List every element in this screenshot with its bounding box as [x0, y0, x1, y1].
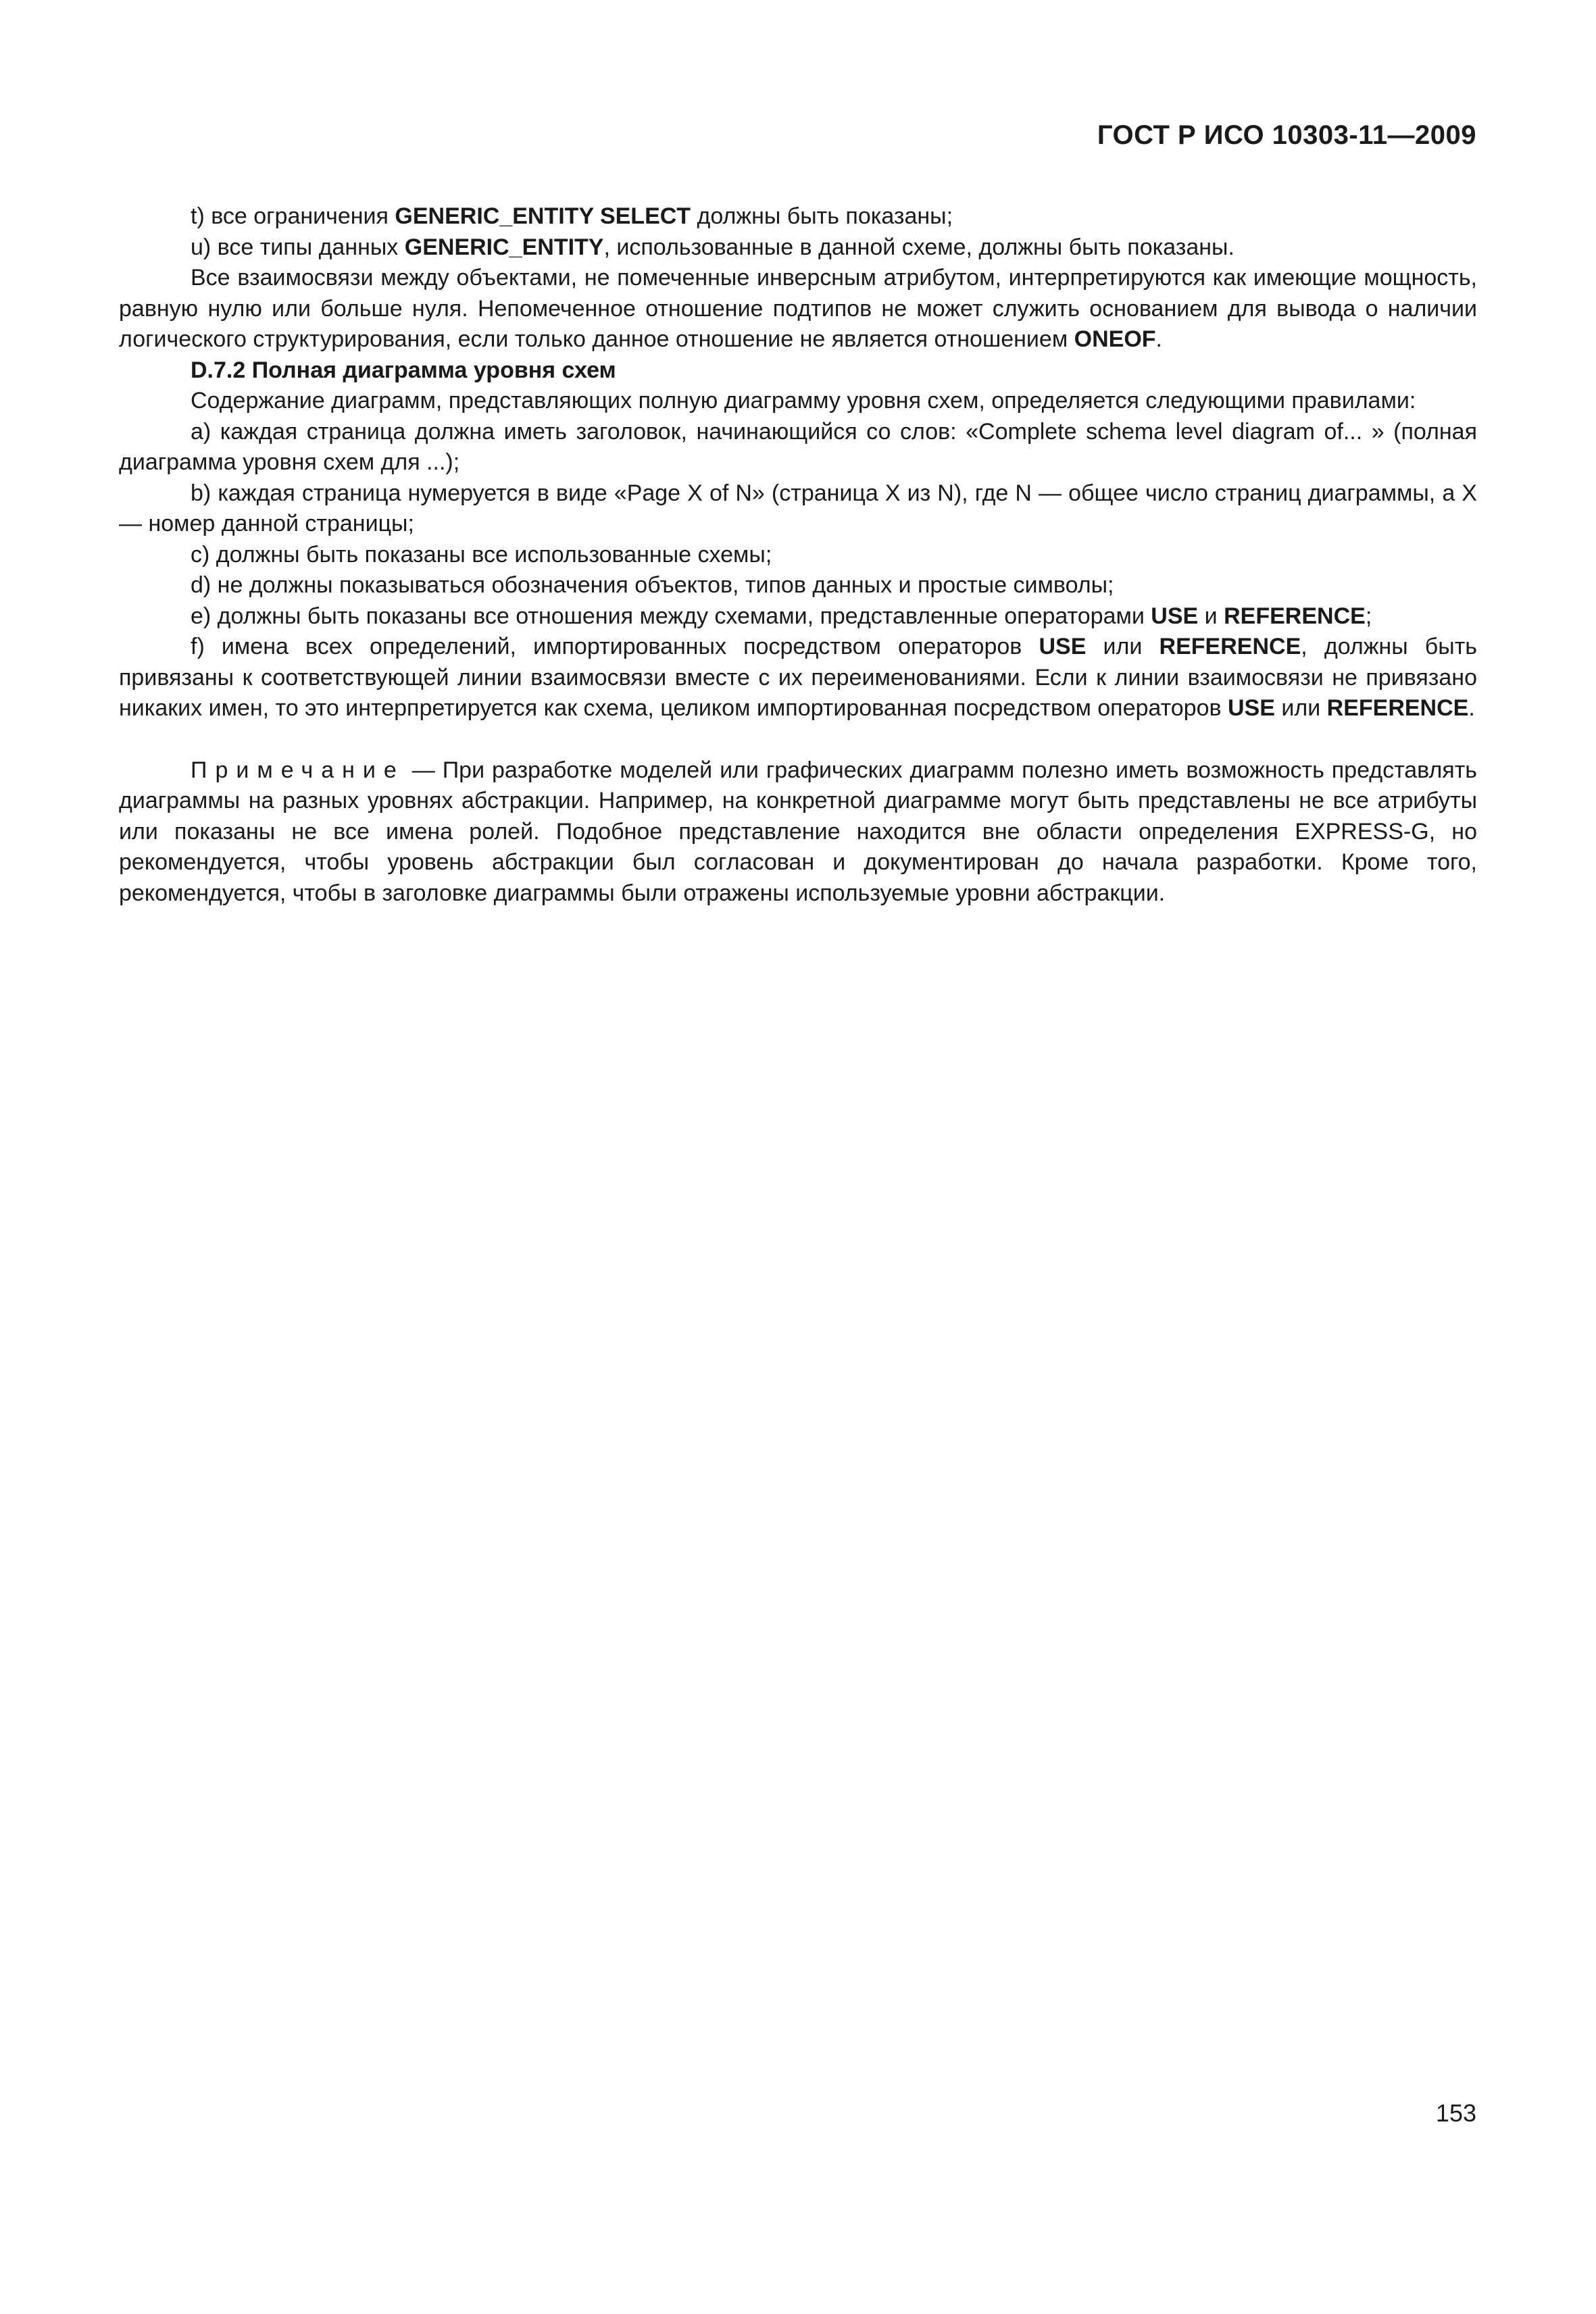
- document-code-header: ГОСТ Р ИСО 10303-11—2009: [1097, 120, 1476, 150]
- list-item-d: d) не должны показываться обозначения объектов, типов данных и простые символы;: [191, 572, 1114, 598]
- page-number: 153: [1435, 2099, 1476, 2127]
- note-label: Примечание: [191, 757, 405, 783]
- list-item-t: t) все ограничения GENERIC_ENTITY SELECT должны быть показаны;: [191, 203, 953, 229]
- note-text: — При разработке моделей или графических диаграмм полезно иметь возможность представлять диаграммы на разных уровнях абстракции. Например, на конкретной диаграмме могут быть представлены не все атрибуты или показаны не все имена ролей. Подобное представление находится вне области определения EXPRESS-G, но рекомендуется, чтобы уровень абстракции был согласован и документирован до начала разработки. Кроме того, рекомендуется, чтобы в заголовке диаграммы были отражены используемые уровни абстракции.: [119, 757, 1477, 906]
- paragraph-intro: Содержание диаграмм, представляющих полную диаграмму уровня схем, определяется следующими правилами:: [191, 388, 1416, 413]
- note-paragraph: [119, 755, 1477, 909]
- list-item-c: c) должны быть показаны все использованные схемы;: [191, 541, 772, 568]
- list-item-a: a) каждая страница должна иметь заголовок, начинающийся со слов: «Complete schema level diagram of... » (полная диаграмма уровня схем для ...);: [119, 418, 1477, 475]
- list-item-f: f) имена всех определений, импортированных посредством операторов USE или REFERENCE, должны быть привязаны к соответствующей линии взаимосвязи вместе с их переименованиями. Если к линии взаимосвязи не привязано никаких имен, то это интерпретируется как схема, целиком импортированная посредством операторов USE или REFERENCE.: [119, 634, 1477, 721]
- body-text: [119, 201, 1477, 909]
- list-item-e: e) должны быть показаны все отношения между схемами, представленные операторами USE и REFERENCE;: [191, 603, 1372, 629]
- list-item-b: b) каждая страница нумеруется в виде «Page X of N» (страница X из N), где N — общее число страниц диаграммы, а X — номер данной страницы;: [119, 480, 1477, 536]
- list-item-u: u) все типы данных GENERIC_ENTITY, использованные в данной схеме, должны быть показаны.: [191, 234, 1235, 260]
- section-heading: D.7.2 Полная диаграмма уровня схем: [191, 357, 616, 383]
- paragraph-relations: Все взаимосвязи между объектами, не помеченные инверсным атрибутом, интерпретируются как имеющие мощность, равную нулю или больше нуля. Непомеченное отношение подтипов не может служить основанием для вывода о наличии логического структурирования, если только данное отношение не является отношением ONEOF.: [119, 265, 1477, 352]
